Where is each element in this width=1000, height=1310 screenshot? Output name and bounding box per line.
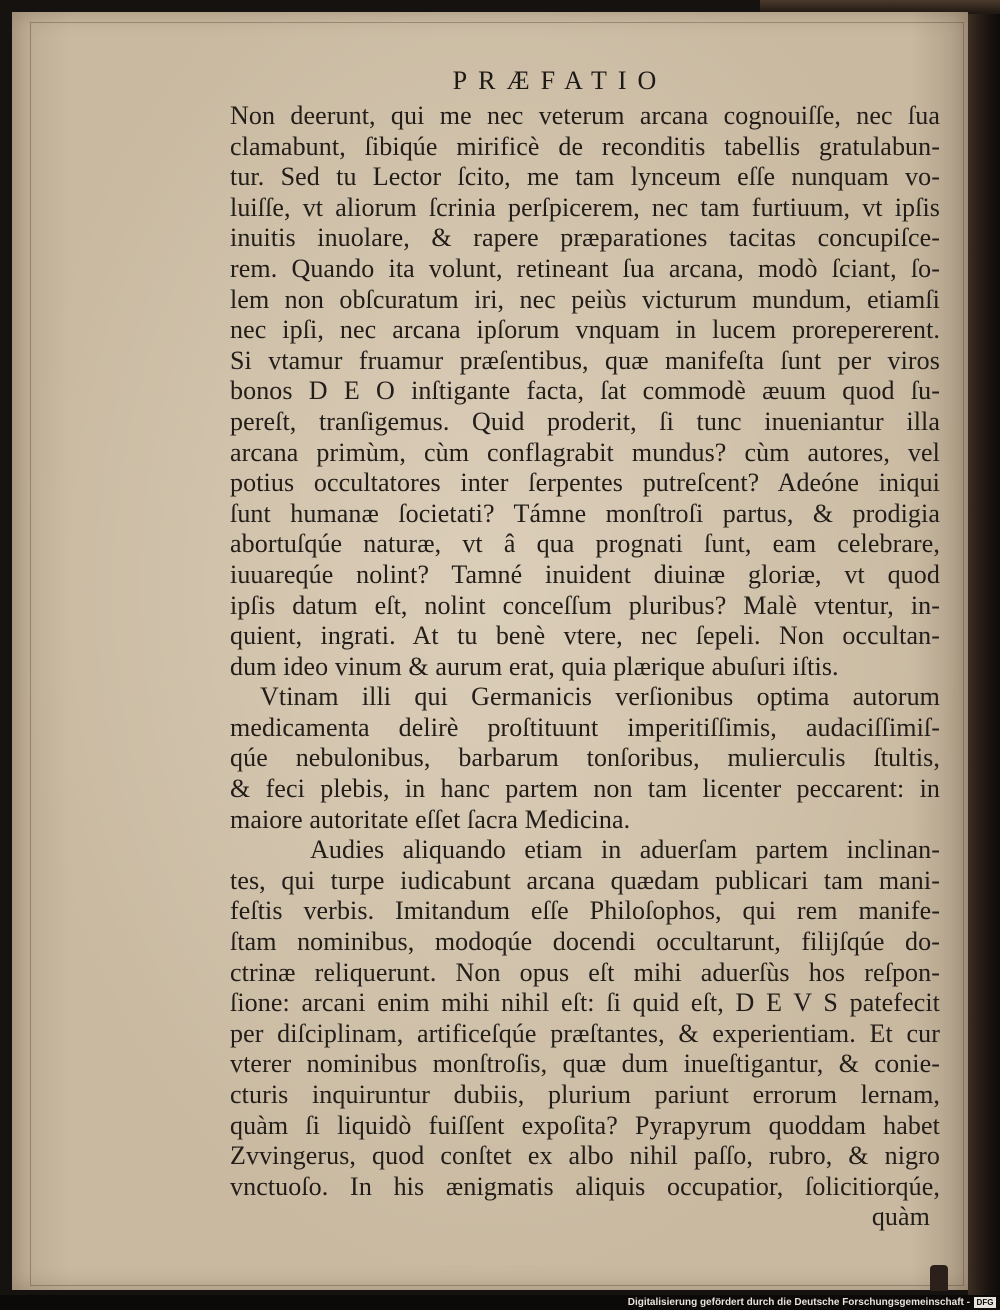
page-corner-mark	[930, 1265, 948, 1291]
text-line: ſunt humanæ ſocietati? Támne monſtroſi partus, & prodigia	[230, 498, 940, 528]
text-line: Vtinam illi qui Germanicis verſionibus optima autorum	[260, 682, 940, 712]
body-text	[230, 101, 940, 1233]
text-line: vterer nominibus monſtroſis, quæ dum inueſtigantur, & conie-	[230, 1049, 940, 1079]
text-line: iuuareqúe nolint? Tamné inuident diuinæ gloriæ, vt quod	[230, 559, 940, 589]
book-board-edge	[968, 0, 1000, 1295]
footer-credit: Digitalisierung gefördert durch die Deutsche Forschungsgemeinschaft -	[627, 1297, 970, 1308]
text-line: rem. Quando ita volunt, retineant ſua arcana, modò ſciant, ſo-	[230, 253, 940, 283]
text-line: nec ipſi, nec arcana ipſorum vnquam in lucem prorepererent.	[230, 315, 940, 345]
text-line: ctrinæ reliquerunt. Non opus eſt mihi aduerſùs hos reſpon-	[230, 957, 940, 987]
text-line: potius occultatores inter ſerpentes putreſcent? Adeóne iniqui	[230, 468, 940, 498]
text-line: luiſſe, vt aliorum ſcrinia perſpicerem, nec tam furtiuum, vt ipſis	[230, 192, 940, 222]
text-line: feſtis verbis. Imitandum eſſe Philoſophos, qui rem manife-	[230, 896, 940, 926]
text-line: ipſis datum eſt, nolint conceſſum pluribus? Malè vtentur, in-	[230, 590, 940, 620]
text-line: pereſt, tranſigemus. Quid proderit, ſi tunc inueniantur illa	[230, 406, 940, 436]
text-line: & feci plebis, in hanc partem non tam licenter peccarent: in	[230, 774, 940, 804]
running-head: PRÆFATIO	[452, 66, 668, 95]
text-line: clamabunt, ſibiqúe mirificè de reconditis tabellis gratulabun-	[230, 131, 940, 161]
text-line: lem non obſcuratum iri, nec peiùs victurum mundum, etiamſi	[230, 284, 940, 314]
footer-bar	[0, 1295, 1000, 1310]
dfg-logo: DFG	[974, 1297, 996, 1308]
text-line: vnctuoſo. In his ænigmatis aliquis occupatior, ſolicitiorqúe,	[230, 1171, 940, 1201]
text-line: Zvvingerus, quod conſtet ex albo nihil paſſo, rubro, & nigro	[230, 1141, 940, 1171]
text-line: cturis inquiruntur dubiis, plurium pariunt errorum lernam,	[230, 1080, 940, 1109]
text-line: bonos D E O inſtigante facta, ſat commodè æuum quod ſu-	[230, 376, 940, 406]
text-line: abortuſqúe naturæ, vt â qua prognati ſunt, eam celebrare,	[230, 529, 940, 559]
text-line: Si vtamur fruamur præſentibus, quæ manifeſta ſunt per viros	[230, 345, 940, 375]
text-line: inuitis inuolare, & rapere præparationes tacitas concupiſce-	[230, 223, 940, 253]
text-line: dum ideo vinum & aurum erat, quia plærique abuſuri iſtis.	[230, 651, 839, 681]
text-line: quient, ingrati. At tu benè vtere, nec ſepeli. Non occultan-	[230, 621, 940, 651]
text-line: quàm	[871, 1202, 930, 1232]
text-line: qúe nebulonibus, barbarum tonſoribus, mulierculis ſtultis,	[230, 743, 940, 773]
text-line: arcana primùm, cùm conflagrabit mundus? cùm autores, vel	[230, 437, 940, 467]
text-line: medicamenta delirè proſtituunt imperitiſſimis, audaciſſimiſ-	[230, 712, 940, 742]
text-line: per diſciplinam, artificeſqúe præſtantes, & experientiam. Et cur	[230, 1018, 940, 1048]
text-line: tur. Sed tu Lector ſcito, me tam lynceum eſſe nunquam vo-	[230, 162, 940, 192]
text-line: Non deerunt, qui me nec veterum arcana cognouiſſe, nec ſua	[230, 101, 940, 130]
text-line: ſione: arcani enim mihi nihil eſt: ſi quid eſt, D E V S patefecit	[230, 988, 940, 1018]
text-line: maiore autoritate eſſet ſacra Medicina.	[230, 804, 631, 834]
text-line: quàm ſi liquidò fuiſſent expoſita? Pyrapyrum quoddam habet	[230, 1110, 940, 1140]
text-line: tes, qui turpe iudicabunt arcana quædam publicari tam mani-	[230, 865, 940, 895]
text-line: ſtam nominibus, modoqúe docendi occultarunt, filijſqúe do-	[230, 927, 940, 957]
text-line: Audies aliquando etiam in aduerſam partem inclinan-	[310, 835, 940, 865]
